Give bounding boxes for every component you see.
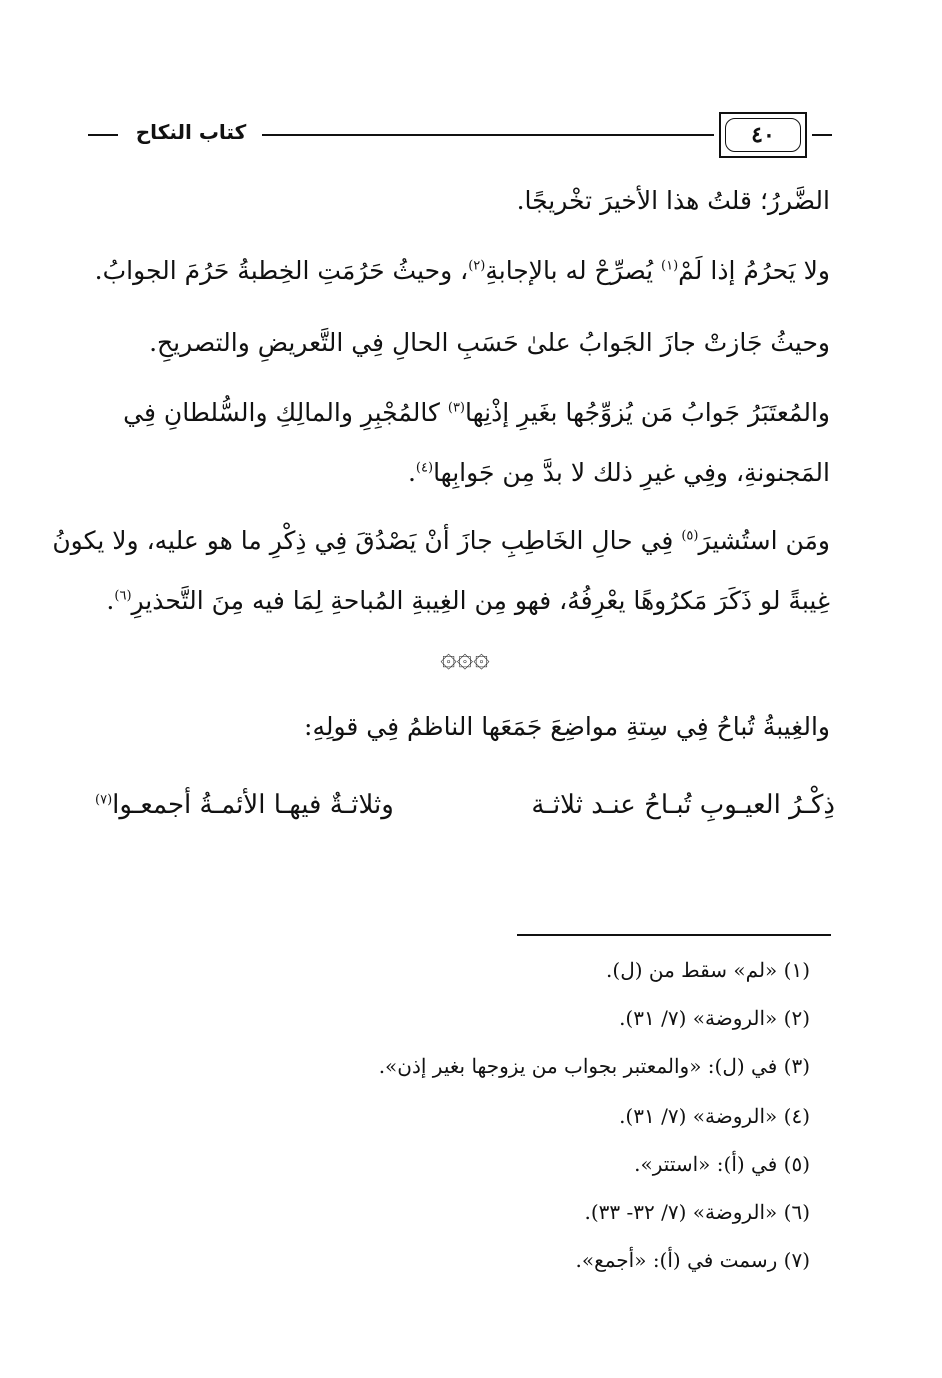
text-line-6 [52,526,830,555]
text-segment: يُصرِّحْ له بالإجابةِ [485,256,654,285]
text-segment: . [106,586,115,615]
text-line-3 [149,328,830,357]
verse [95,790,835,830]
footnote-marker: (٤) [415,460,434,476]
header-rule-right [812,134,832,136]
footnote: (٢) «الروضة» (٧/ ٣١). [619,1006,810,1030]
text-line-8 [304,712,830,741]
text-segment: ومَن استُشيرَ [698,526,830,555]
footnote: (٤) «الروضة» (٧/ ٣١). [619,1104,810,1128]
footnote-marker: (٣) [447,400,465,416]
header-rule-left [88,134,118,136]
text-line-2 [95,256,830,285]
verse-second-hemistich-wrap [95,790,394,820]
footnote: (٣) في (ل): «والمعتبر بجواب من يزوجها بغير إذن». [378,1054,810,1078]
text-segment: الضَّررُ؛ قلتُ هذا الأخيرَ تخْريجًا. [516,186,830,215]
page-number: ٤٠ [725,118,801,152]
verse-first-hemistich: ذِكْـرُ العيـوبِ تُبـاحُ عنـد ثلاثـة [531,790,835,820]
footnote-marker: (٧) [95,792,113,808]
text-segment: المَجنونةِ، وفِي غيرِ ذلك لا بدَّ مِن جَوابِها [433,458,830,487]
text-segment: فِي حالِ الخَاطِبِ جازَ أنْ يَصْدُقَ فِي ذِكْرِ ما هو عليه، ولا يكونُ [52,526,682,555]
footnote: (٦) «الروضة» (٧/ ٣٢- ٣٣). [584,1200,810,1224]
text-line-1 [517,186,830,215]
text-line-4 [123,398,830,427]
text-segment: والغِيبةُ تُباحُ فِي سِتةِ مواضِعَ جَمَعَها الناظمُ فِي قولِهِ: [304,712,830,741]
footnote: (٧) رسمت في (أ): «أجمع». [575,1248,810,1272]
text-segment: والمُعتَبَرُ جَوابُ مَن يُزوِّجُها بغَيرِ إذْنِها [465,398,830,427]
footnote-separator [517,934,831,936]
section-divider-ornaments: ۞۞۞ [440,640,490,673]
text-segment: ، وحيثُ حَرُمَتِ الخِطبةُ حَرُمَ الجوابُ. [94,256,469,285]
header-rule-middle [262,134,714,136]
text-segment: . [407,458,416,487]
footnote: (٥) في (أ): «استتر». [634,1152,810,1176]
text-segment: وحيثُ جَازتْ جازَ الجَوابُ علىٰ حَسَبِ الحالِ فِي التَّعريضِ والتصريحِ. [149,328,830,357]
text-segment: غِيبةً لو ذَكَرَ مَكرُوهًا يعْرِفُهُ، فهو مِن الغِيبةِ المُباحةِ لِمَا فيه مِنَ التَّحذيرِ [131,586,830,615]
footnote-marker: (٦) [114,588,132,604]
footnote-marker: (٥) [681,528,699,544]
text-segment: ولا يَحرُمُ إذا لَمْ [678,256,830,285]
text-segment: كالمُجْبِرِ والمالِكِ والسُّلطانِ فِي [123,398,448,427]
page-number-box [719,112,807,158]
text-line-5 [408,458,830,487]
footnote: (١) «لم» سقط من (ل). [606,958,810,982]
verse-second-hemistich: وثلاثـةٌ فيهـا الأئمـةُ أجمعـوا [112,790,394,820]
footnote-marker: (٢) [468,258,486,274]
footnote-marker: (١) [661,258,679,274]
running-title: كتاب النكاح [135,120,247,144]
text-line-7 [106,586,830,615]
